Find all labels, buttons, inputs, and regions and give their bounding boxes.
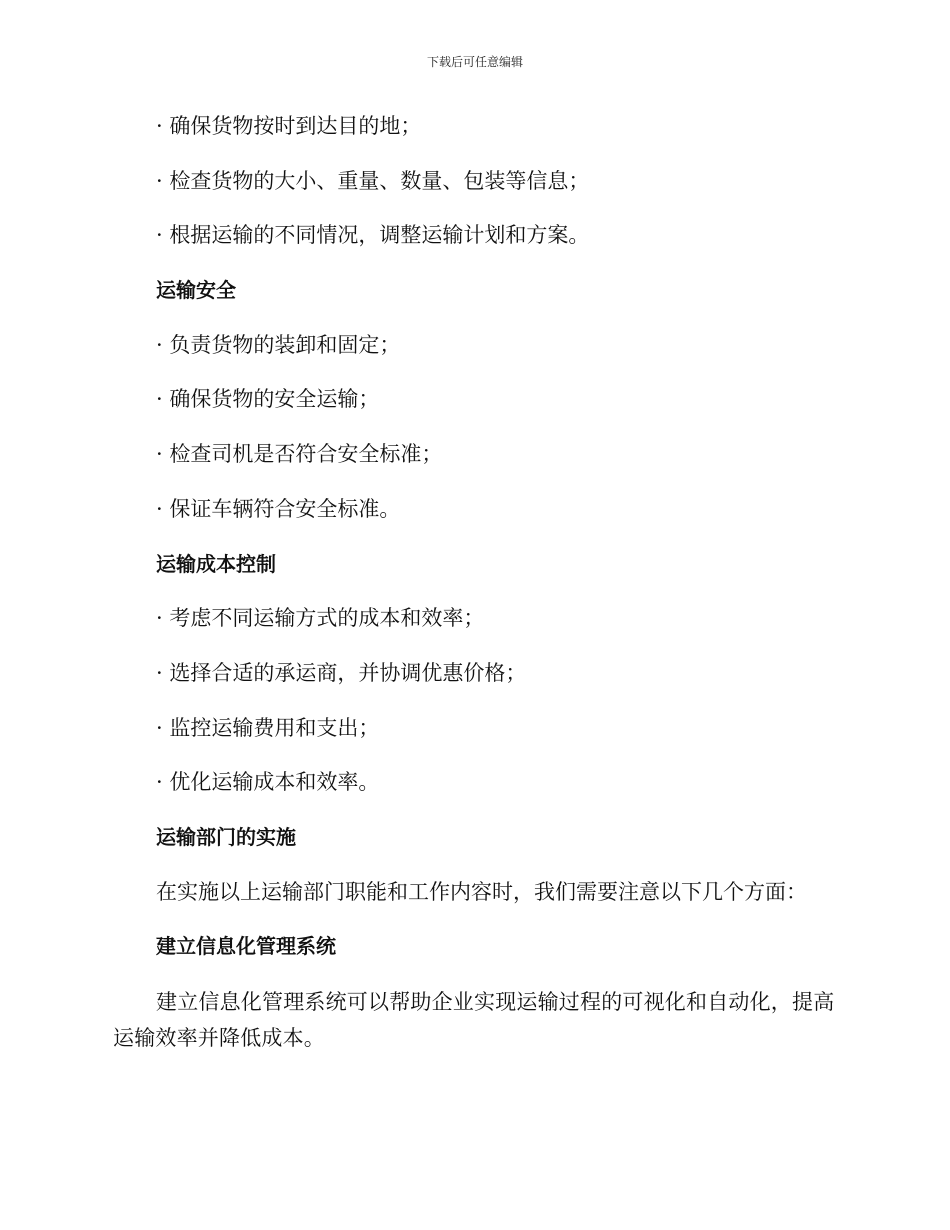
list-item: · 监控运输费用和支出；	[156, 715, 380, 740]
list-item: · 保证车辆符合安全标准。	[156, 496, 401, 521]
list-item: · 确保货物的安全运输；	[156, 387, 380, 412]
list-item: · 检查货物的大小、重量、数量、包装等信息；	[156, 168, 590, 193]
document-body	[113, 108, 838, 1056]
section-heading-implementation: 运输部门的实施	[156, 824, 296, 849]
list-item: · 考虑不同运输方式的成本和效率；	[156, 606, 485, 631]
list-item: · 选择合适的承运商，并协调优惠价格；	[156, 660, 527, 685]
section-heading-safety: 运输安全	[156, 278, 236, 303]
section-heading-cost: 运输成本控制	[156, 551, 276, 576]
list-item: · 检查司机是否符合安全标准；	[156, 442, 443, 467]
list-item: · 优化运输成本和效率。	[156, 770, 380, 795]
paragraph: 建立信息化管理系统可以帮助企业实现运输过程的可视化和自动化，提高运输效率并降低成本。	[113, 990, 835, 1050]
list-item: · 根据运输的不同情况，调整运输计划和方案。	[156, 223, 590, 248]
list-item: · 确保货物按时到达目的地；	[156, 114, 422, 138]
page-header: 下载后可任意编辑	[426, 55, 523, 69]
list-item: · 负责货物的装卸和固定；	[156, 332, 401, 357]
section-heading-info-system: 建立信息化管理系统	[156, 934, 336, 959]
paragraph: 在实施以上运输部门职能和工作内容时，我们需要注意以下几个方面：	[156, 879, 807, 904]
